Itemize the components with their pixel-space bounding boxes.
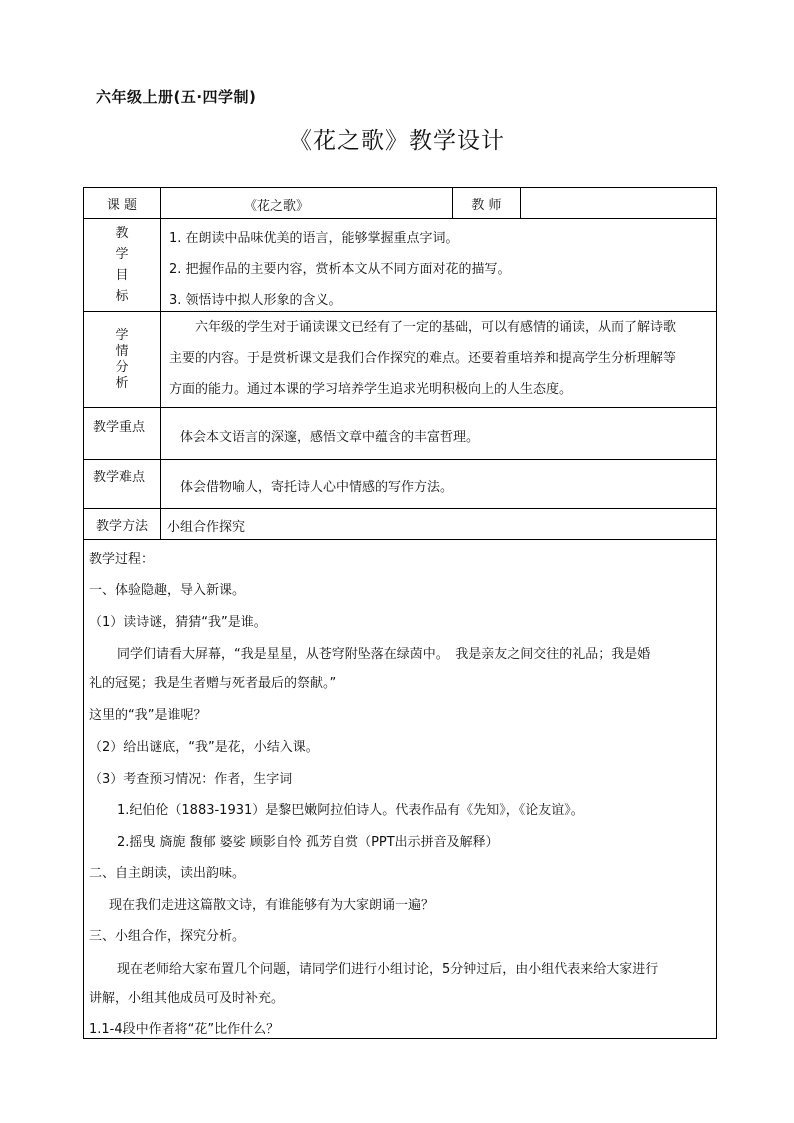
analysis-line: 方面的能力。通过本课的学习培养学生追求光明积极向上的人生态度。 xyxy=(169,382,573,397)
goal-item: 3. 领悟诗中拟人形象的含义。 xyxy=(169,293,342,308)
process-item: 2.摇曳 旖旎 馥郁 婆娑 顾影自怜 孤芳自赏（PPT出示拼音及解释） xyxy=(117,835,499,850)
goals-label xyxy=(84,219,161,311)
difficulty-value xyxy=(161,460,718,508)
process-item: 1.纪伯伦（1883-1931）是黎巴嫩阿拉伯诗人。代表作品有《先知》，《论友谊》。 xyxy=(117,803,584,818)
difficulty-text: 体会借物喻人，寄托诗人心中情感的写作方法。 xyxy=(180,480,454,495)
process-step: （1）读诗谜，猜猜“我”是谁。 xyxy=(89,615,267,630)
topic-value-text: 《花之歌》 xyxy=(244,199,310,214)
key-points-text: 体会本文语言的深邃，感悟文章中蕴含的丰富哲理。 xyxy=(180,430,480,445)
grade-heading: 六年级上册(五·四学制) xyxy=(96,88,257,106)
topic-row xyxy=(84,188,716,219)
process-paragraph: 礼的冠冕；我是生者赠与死者最后的祭献。” xyxy=(89,676,337,691)
process-step: （2）给出谜底，“我”是花，小结入课。 xyxy=(89,740,319,755)
process-heading: 教学过程： xyxy=(89,552,155,567)
analysis-line: 主要的内容。于是赏析课文是我们合作探究的难点。还要着重培养和提高学生分析理解等 xyxy=(169,351,677,366)
analysis-row xyxy=(84,312,716,408)
process-section: 二、自主朗读，读出韵味。 xyxy=(89,866,246,881)
teacher-value xyxy=(521,188,718,218)
key-points-row xyxy=(84,408,716,460)
key-points-value xyxy=(161,408,718,459)
method-value xyxy=(161,509,718,539)
topic-value xyxy=(161,188,453,218)
process-paragraph: 同学们请看大屏幕，“我是星星，从苍穹附坠落在绿茵中。 我是亲友之间交往的礼品；我是婚 xyxy=(117,647,651,662)
analysis-label-char: 学 xyxy=(115,327,129,343)
goal-item: 1. 在朗读中品味优美的语言，能够掌握重点字词。 xyxy=(169,231,459,246)
analysis-line: 六年级的学生对于诵读课文已经有了一定的基础，可以有感情的诵读，从而了解诗歌 xyxy=(195,320,677,335)
document-title: 《花之歌》教学设计 xyxy=(289,128,505,154)
process-paragraph: 现在我们走进这篇散文诗，有谁能够有为大家朗诵一遍？ xyxy=(109,898,435,913)
process-question: 这里的“我”是谁呢？ xyxy=(89,708,207,723)
goals-row xyxy=(84,219,716,312)
goal-item: 2. 把握作品的主要内容，赏析本文从不同方面对花的描写。 xyxy=(169,262,511,277)
process-question: 1.1-4段中作者将“花”比作什么？ xyxy=(89,1022,280,1037)
process-section: 三、小组合作，探究分析。 xyxy=(89,929,246,944)
process-paragraph: 讲解，小组其他成员可及时补充。 xyxy=(89,991,285,1006)
process-step: （3）考查预习情况：作者，生字词 xyxy=(89,772,293,787)
goals-label-char: 教 xyxy=(115,226,129,241)
goals-label-char: 标 xyxy=(115,289,129,304)
analysis-label xyxy=(84,312,161,407)
analysis-label-char: 分 xyxy=(115,359,129,375)
process-paragraph: 现在老师给大家布置几个问题，请同学们进行小组讨论，5分钟过后，由小组代表来给大家进行 xyxy=(117,962,659,977)
topic-label: 课 题 xyxy=(84,188,161,218)
teacher-label: 教 师 xyxy=(453,188,521,218)
analysis-content xyxy=(161,312,718,407)
goals-content xyxy=(161,219,718,311)
teaching-process xyxy=(84,540,718,1038)
method-text: 小组合作探究 xyxy=(167,520,246,535)
difficulty-row xyxy=(84,460,716,509)
difficulty-label: 教学难点 xyxy=(84,460,161,508)
method-label: 教学方法 xyxy=(84,509,161,539)
goals-label-char: 目 xyxy=(115,268,129,283)
lesson-plan-table xyxy=(83,187,717,1039)
analysis-label-char: 情 xyxy=(115,343,129,359)
method-row xyxy=(84,509,716,540)
process-section: 一、体验隐趣，导入新课。 xyxy=(89,583,246,598)
key-points-label: 教学重点 xyxy=(84,408,161,459)
goals-label-char: 学 xyxy=(115,247,129,262)
analysis-label-char: 析 xyxy=(115,375,129,391)
